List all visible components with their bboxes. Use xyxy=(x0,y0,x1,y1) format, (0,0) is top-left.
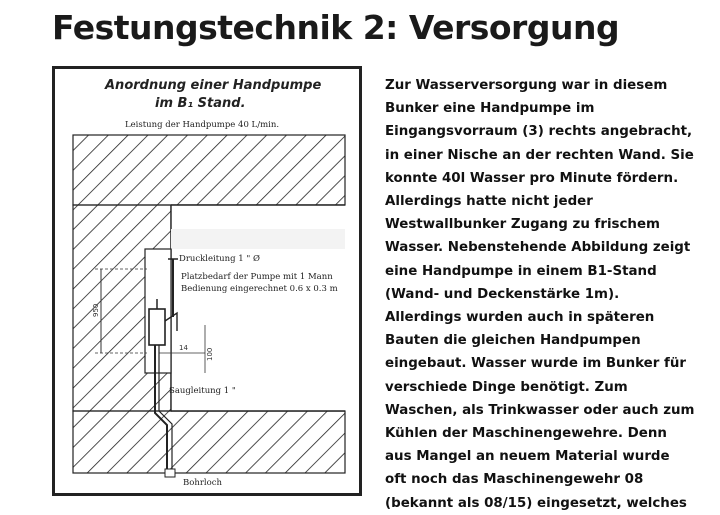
article-text xyxy=(385,74,715,515)
figure-heading-line1: Anordnung einer Handpumpe xyxy=(105,78,322,93)
pump-diagram-figure xyxy=(52,66,362,496)
space-label-line1: Platzbedarf der Pumpe mit 1 Mann xyxy=(181,272,333,282)
borehole-label: Bohrloch xyxy=(183,478,222,488)
dim-label-14: 14 xyxy=(179,344,188,352)
article-line: Kühlen der Maschinengewehre. Denn xyxy=(385,426,667,442)
pump-diagram xyxy=(55,69,359,493)
ceiling-hatch xyxy=(73,135,345,205)
dim-label-100: 100 xyxy=(206,347,214,361)
article-line: konnte 40l Wasser pro Minute fördern. xyxy=(385,170,679,186)
article-line: Westwallbunker Zugang zu frischem xyxy=(385,217,661,233)
page-title: Festungstechnik 2: Versorgung xyxy=(52,8,620,47)
article-line: verschiede Dinge benötigt. Zum xyxy=(385,379,628,395)
article-line: aus Mangel an neuem Material wurde xyxy=(385,449,670,465)
floor-hatch xyxy=(73,411,345,473)
article-line: Waschen, als Trinkwasser oder auch zum xyxy=(385,402,695,418)
suction-line-label: Saugleitung 1 " xyxy=(169,386,236,396)
article-line: Bauten die gleichen Handpumpen xyxy=(385,333,641,349)
article-line: oft noch das Maschinengewehr 08 xyxy=(385,472,644,488)
article-line: eingebaut. Wasser wurde im Bunker für xyxy=(385,356,686,372)
article-line: Allerdings hatte nicht jeder xyxy=(385,194,593,210)
article-line: Zur Wasserversorgung war in diesem xyxy=(385,78,668,93)
pressure-line-label: Druckleitung 1 " Ø xyxy=(179,254,260,264)
article-line: Wasser. Nebenstehende Abbildung zeigt xyxy=(385,240,691,256)
article-line: (bekannt als 08/15) eingesetzt, welches xyxy=(385,495,687,511)
article-line: Bunker eine Handpumpe im xyxy=(385,101,595,117)
dim-label-950: 950 xyxy=(92,303,100,317)
borehole xyxy=(165,469,175,477)
pump-body xyxy=(149,309,165,345)
article-line: Allerdings wurden auch in späteren xyxy=(385,310,655,326)
capacity-label: Leistung der Handpumpe 40 L/min. xyxy=(125,120,280,130)
article-line: (Wand- und Deckenstärke 1m). xyxy=(385,286,620,302)
article-line: in einer Nische an der rechten Wand. Sie xyxy=(385,147,694,163)
article-line: eine Handpumpe in einem B1-Stand xyxy=(385,263,657,279)
article-line: Eingangsvorraum (3) rechts angebracht, xyxy=(385,124,693,140)
space-label-line2: Bedienung eingerechnet 0.6 x 0.3 m xyxy=(181,284,338,294)
figure-heading-line2: im B₁ Stand. xyxy=(155,96,246,111)
